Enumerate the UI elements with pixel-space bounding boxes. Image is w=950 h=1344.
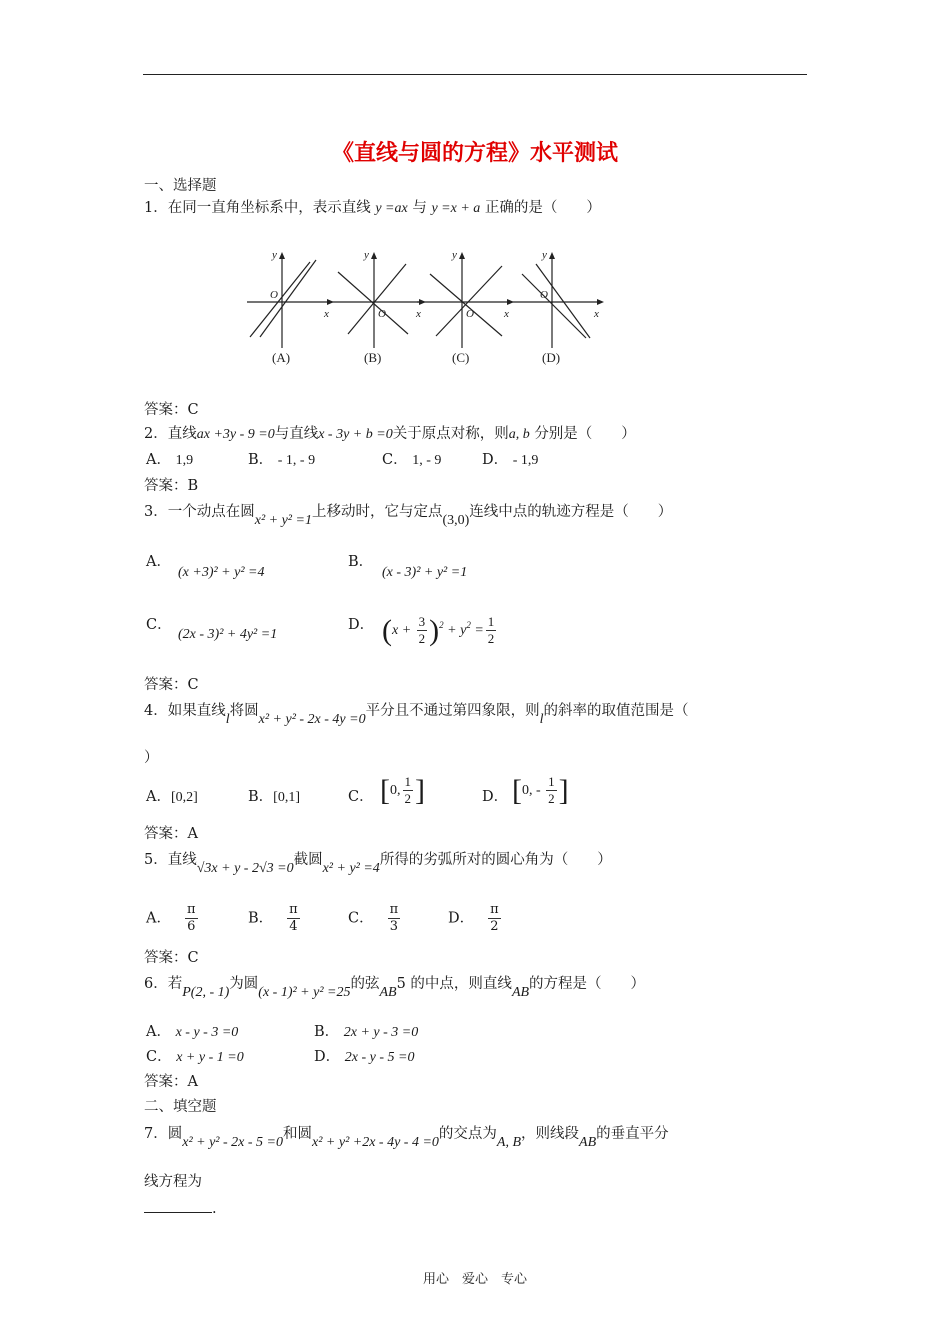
question-2-option-a: A． 1,9 (146, 452, 194, 468)
x-axis-label: x (416, 308, 421, 320)
origin-label: O (270, 289, 278, 301)
y-axis-arrow-icon (549, 252, 555, 259)
answer-3: 答案：C (144, 677, 199, 693)
x-axis-label: x (594, 308, 599, 320)
answer-2: 答案：B (144, 478, 199, 494)
question-3-option-c: (2x - 3)² + 4y² =1 (178, 627, 278, 642)
graph-line (348, 264, 406, 334)
question-4-option-c: [0, $\frac{1}{2}$ ] (380, 773, 425, 807)
y-axis-arrow-icon (371, 252, 377, 259)
origin-label: O (540, 289, 548, 301)
section-heading-fill: 二、填空题 (144, 1099, 217, 1115)
figure-label: (D) (542, 350, 561, 365)
question-3-option-b-key: B． (348, 554, 374, 570)
question-6-option-d: D． 2x - y - 5 =0 (314, 1049, 415, 1065)
origin-label: O (466, 308, 474, 320)
question-2-option-b: B． - 1, - 9 (248, 452, 316, 468)
question-5-option-a: A． $\frac{\pi}{6}$ (146, 902, 196, 934)
question-2: 2．直线ax +3y - 9 =0与直线x - 3y + b =0关于原点对称，则a, b 分别是（ ） (144, 426, 636, 442)
y-axis-label: y (452, 249, 457, 261)
question-5-option-d: D． $\frac{\pi}{2}$ (448, 902, 499, 934)
question-6-option-b: B． 2x + y - 3 =0 (314, 1024, 419, 1040)
question-4-option-d: [0, - $\frac{1}{2}$ ] (512, 773, 569, 807)
section-heading-choice: 一、选择题 (144, 178, 217, 194)
answer-4: 答案：A (144, 826, 198, 842)
question-3-option-d-key: D． (348, 617, 375, 633)
graph-line (536, 264, 590, 338)
question-3-option-c-key: C． (146, 617, 172, 633)
question-4-option-c-key: C． (348, 789, 374, 805)
graph-line (436, 266, 502, 336)
question-2-option-c: C． 1, - 9 (382, 452, 442, 468)
question-3-option-d: (x + $\frac{3}{2}$ )$^2 + y^2$ = $\frac{1}{2}$ (382, 613, 495, 647)
y-axis-label: y (272, 249, 277, 261)
graph-line (260, 260, 316, 337)
y-axis-label: y (364, 249, 369, 261)
answer-blank[interactable]: . (144, 1198, 217, 1219)
y-axis-arrow-icon (279, 252, 285, 259)
question-3-option-a: (x +3)² + y² =4 (178, 565, 265, 580)
question-2-option-d: D． - 1,9 (482, 452, 539, 468)
answer-6: 答案：A (144, 1074, 198, 1090)
question-6-option-a: A． x - y - 3 =0 (146, 1024, 239, 1040)
question-3: 3．一个动点在圆x² + y² =1上移动时，它与定点(3,0)连线中点的轨迹方程是（ ） (144, 504, 673, 528)
question-3-option-a-key: A． (146, 554, 171, 570)
question-4-option-a: A．[0,2] (146, 789, 198, 805)
question-6-option-c: C． x + y - 1 =0 (146, 1049, 244, 1065)
question-1-figure (240, 242, 610, 372)
page-footer: 用心 爱心 专心 (422, 1272, 527, 1287)
question-5: 5．直线√3x + y - 2√3 =0截圆x² + y² =4所得的劣弧所对的圆心角为（ ） (144, 852, 612, 876)
question-4: 4．如果直线l将圆x² + y² - 2x - 4y =0平分且不通过第四象限，则l的斜率的取值范围是（ (144, 703, 689, 727)
question-6: 6．若P(2, - 1)为圆(x - 1)² + y² =25的弦AB5 的中点，则直线AB的方程是（ ） (144, 976, 646, 1000)
x-axis-arrow-icon (597, 299, 604, 305)
answer-5: 答案：C (144, 950, 199, 966)
question-5-option-b: B． $\frac{\pi}{4}$ (248, 902, 298, 934)
figure-label: (B) (364, 350, 382, 365)
figure-label: (A) (272, 350, 291, 365)
question-7-line-2: 线方程为 (144, 1174, 202, 1190)
question-1: 1．在同一直角坐标系中，表示直线 y =ax 与 y =x + a 正确的是（ ） (144, 200, 601, 216)
page-title: 《直线与圆的方程》水平测试 (331, 140, 618, 166)
question-5-option-c: C． $\frac{\pi}{3}$ (348, 902, 399, 934)
question-3-option-b: (x - 3)² + y² =1 (382, 565, 468, 580)
question-4-option-b: B．[0,1] (248, 789, 300, 805)
question-4-tail: ） (144, 750, 159, 766)
origin-label: O (378, 308, 386, 320)
header-rule (143, 74, 807, 75)
x-axis-label: x (504, 308, 509, 320)
x-axis-label: x (324, 308, 329, 320)
y-axis-label: y (542, 249, 547, 261)
y-axis-arrow-icon (459, 252, 465, 259)
answer-1: 答案：C (144, 402, 199, 418)
graph-line (250, 262, 310, 337)
graph-line (522, 274, 586, 338)
question-4-option-d-key: D． (482, 789, 509, 805)
figure-label: (C) (452, 350, 470, 365)
question-7: 7．圆x² + y² - 2x - 5 =0和圆x² + y² +2x - 4y - 4 =0的交点为A, B，则线段AB的垂直平分 (144, 1126, 669, 1150)
